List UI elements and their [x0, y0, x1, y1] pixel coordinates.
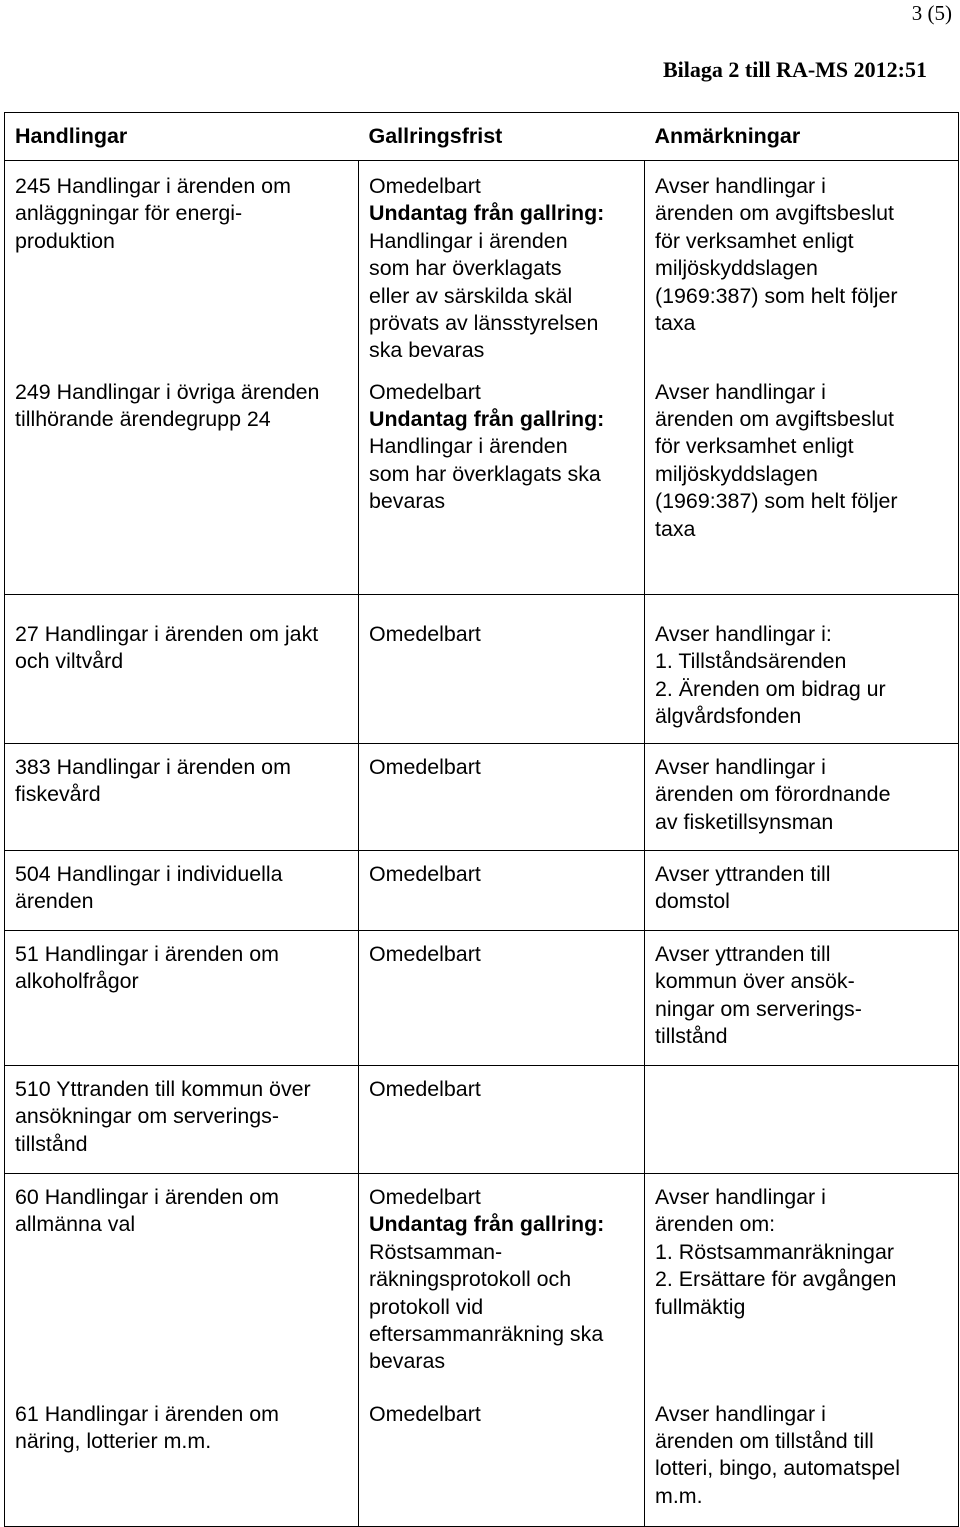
cell-text-line: ärenden om förordnande: [655, 782, 891, 807]
cell-text-line: Undantag från gallring:: [369, 201, 605, 226]
cell-gallringsfrist: [359, 851, 645, 931]
cell-text-line: 60 Handlingar i ärenden om: [15, 1185, 279, 1209]
cell-handlingar: [5, 744, 359, 851]
table-row: [5, 851, 959, 931]
cell-text-line: Undantag från gallring:: [369, 1212, 605, 1237]
cell-text-line: Omedelbart: [369, 755, 481, 779]
table-row: [5, 1391, 959, 1527]
cell-text-line: 2. Ärenden om bidrag ur: [655, 676, 886, 701]
cell-text-line: Omedelbart: [369, 942, 481, 966]
table-header-row: [5, 113, 959, 161]
cell-text-line: fullmäktig: [655, 1294, 746, 1319]
cell-text-line: Avser handlingar i: [655, 1401, 826, 1426]
cell-text-line: tillhörande ärendegrupp 24: [15, 406, 271, 431]
cell-text-line: ärenden om avgiftsbeslut: [655, 406, 895, 431]
cell-gallringsfrist: [359, 1174, 645, 1391]
cell-text-line: lotteri, bingo, automatspel: [655, 1456, 900, 1481]
cell-text-line: 249 Handlingar i övriga ärenden: [15, 379, 320, 404]
cell-text-line: Avser yttranden till: [655, 862, 831, 886]
cell-text-line: 383 Handlingar i ärenden om: [15, 755, 291, 779]
cell-text-line: Avser handlingar i: [655, 379, 826, 404]
cell-gallringsfrist: [359, 744, 645, 851]
cell-text-line: som har överklagats: [369, 256, 562, 281]
cell-text-line: 61 Handlingar i ärenden om: [15, 1401, 279, 1426]
cell-text-line: ärenden om avgiftsbeslut: [655, 201, 895, 226]
cell-anmarkningar: [645, 931, 959, 1066]
cell-handlingar: [5, 161, 359, 377]
cell-anmarkningar: [645, 851, 959, 931]
cell-text-line: ningar om serverings-: [655, 996, 862, 1021]
cell-text-line: Omedelbart: [369, 862, 481, 886]
cell-handlingar: [5, 1391, 359, 1527]
table-row: [5, 595, 959, 744]
cell-text-line: fiskevård: [15, 782, 101, 807]
cell-text-line: (1969:387) som helt följer: [655, 489, 898, 514]
cell-text-line: Omedelbart: [369, 622, 481, 646]
cell-text-line: 1. Röstsammanräkningar: [655, 1239, 894, 1264]
cell-text-line: Omedelbart: [369, 1185, 481, 1209]
cell-text-line: 245 Handlingar i ärenden om: [15, 174, 291, 198]
header-anmarkningar: Anmärkningar: [645, 113, 959, 161]
cell-text-line: Undantag från gallring:: [369, 406, 605, 431]
cell-text-line: och viltvård: [15, 649, 124, 674]
cell-handlingar: [5, 595, 359, 744]
cell-handlingar: [5, 1066, 359, 1174]
cell-anmarkningar: [645, 744, 959, 851]
table-row: [5, 377, 959, 595]
page-number: 3 (5): [911, 1, 952, 25]
cell-text-line: av fisketillsynsman: [655, 809, 834, 834]
cell-gallringsfrist: [359, 595, 645, 744]
cell-text-line: 2. Ersättare för avgången: [655, 1267, 897, 1292]
cell-gallringsfrist: [359, 931, 645, 1066]
table-row: [5, 161, 959, 377]
cell-text-line: ärenden om:: [655, 1212, 776, 1237]
table-row: [5, 931, 959, 1066]
cell-gallringsfrist: [359, 1391, 645, 1527]
cell-text-line: anläggningar för energi-: [15, 201, 243, 226]
cell-handlingar: [5, 931, 359, 1066]
table-row: [5, 1174, 959, 1391]
cell-text-line: Omedelbart: [369, 174, 481, 198]
cell-text-line: tillstånd: [15, 1131, 88, 1156]
cell-text-line: 51 Handlingar i ärenden om: [15, 942, 279, 966]
cell-text-line: eller av särskilda skäl: [369, 283, 573, 308]
header-handlingar: Handlingar: [5, 113, 359, 161]
cell-text-line: för verksamhet enligt: [655, 228, 854, 253]
cell-anmarkningar: [645, 595, 959, 744]
cell-text-line: taxa: [655, 516, 696, 541]
cell-text-line: protokoll vid: [369, 1294, 484, 1319]
header-gallringsfrist: Gallringsfrist: [359, 113, 645, 161]
cell-text-line: näring, lotterier m.m.: [15, 1428, 212, 1453]
cell-text-line: bevaras: [369, 1349, 446, 1374]
cell-text-line: Röstsamman-: [369, 1239, 503, 1264]
cell-text-line: tillstånd: [655, 1024, 728, 1049]
cell-anmarkningar: [645, 1066, 959, 1174]
cell-anmarkningar: [645, 1391, 959, 1527]
cell-anmarkningar: [645, 161, 959, 377]
cell-text-line: 504 Handlingar i individuella: [15, 862, 283, 886]
cell-text-line: miljöskyddslagen: [655, 461, 818, 486]
cell-text-line: miljöskyddslagen: [655, 256, 818, 281]
cell-text-line: bevaras: [369, 489, 446, 514]
cell-text-line: ärenden: [15, 889, 94, 914]
cell-text-line: Handlingar i ärenden: [369, 434, 568, 459]
cell-text-line: m.m.: [655, 1483, 703, 1508]
cell-text-line: domstol: [655, 889, 730, 914]
cell-gallringsfrist: [359, 161, 645, 377]
records-table: [4, 112, 959, 1527]
cell-handlingar: [5, 1174, 359, 1391]
cell-text-line: ansökningar om serverings-: [15, 1104, 279, 1129]
cell-text-line: älgvårdsfonden: [655, 704, 802, 729]
cell-text-line: ärenden om tillstånd till: [655, 1428, 874, 1453]
cell-text-line: Omedelbart: [369, 1401, 481, 1426]
cell-text-line: alkoholfrågor: [15, 969, 139, 994]
cell-text-line: Avser yttranden till: [655, 942, 831, 966]
cell-gallringsfrist: [359, 377, 645, 595]
cell-text-line: kommun över ansök-: [655, 969, 855, 994]
cell-text-line: 27 Handlingar i ärenden om jakt: [15, 622, 319, 646]
table-body: [5, 161, 959, 1527]
cell-text-line: ska bevaras: [369, 338, 485, 363]
cell-text-line: Avser handlingar i: [655, 174, 826, 198]
appendix-title: Bilaga 2 till RA-MS 2012:51: [663, 57, 927, 82]
cell-anmarkningar: [645, 1174, 959, 1391]
cell-text-line: 510 Yttranden till kommun över: [15, 1077, 311, 1101]
cell-text-line: taxa: [655, 311, 696, 336]
cell-text-line: Avser handlingar i:: [655, 622, 832, 646]
cell-handlingar: [5, 851, 359, 931]
cell-text-line: (1969:387) som helt följer: [655, 283, 898, 308]
cell-text-line: eftersammanräkning ska: [369, 1322, 604, 1347]
cell-handlingar: [5, 377, 359, 595]
cell-text-line: Omedelbart: [369, 379, 481, 404]
cell-anmarkningar: [645, 377, 959, 595]
cell-text-line: för verksamhet enligt: [655, 434, 854, 459]
cell-text-line: produktion: [15, 228, 115, 253]
cell-text-line: Avser handlingar i: [655, 1185, 826, 1209]
cell-text-line: Avser handlingar i: [655, 755, 826, 779]
cell-text-line: räkningsprotokoll och: [369, 1267, 572, 1292]
table-row: [5, 744, 959, 851]
cell-text-line: 1. Tillståndsärenden: [655, 649, 847, 674]
cell-text-line: prövats av länsstyrelsen: [369, 311, 599, 336]
cell-text-line: Omedelbart: [369, 1077, 481, 1101]
cell-text-line: som har överklagats ska: [369, 461, 601, 486]
cell-text-line: allmänna val: [15, 1212, 136, 1237]
table-row: [5, 1066, 959, 1174]
cell-gallringsfrist: [359, 1066, 645, 1174]
cell-text-line: Handlingar i ärenden: [369, 228, 568, 253]
